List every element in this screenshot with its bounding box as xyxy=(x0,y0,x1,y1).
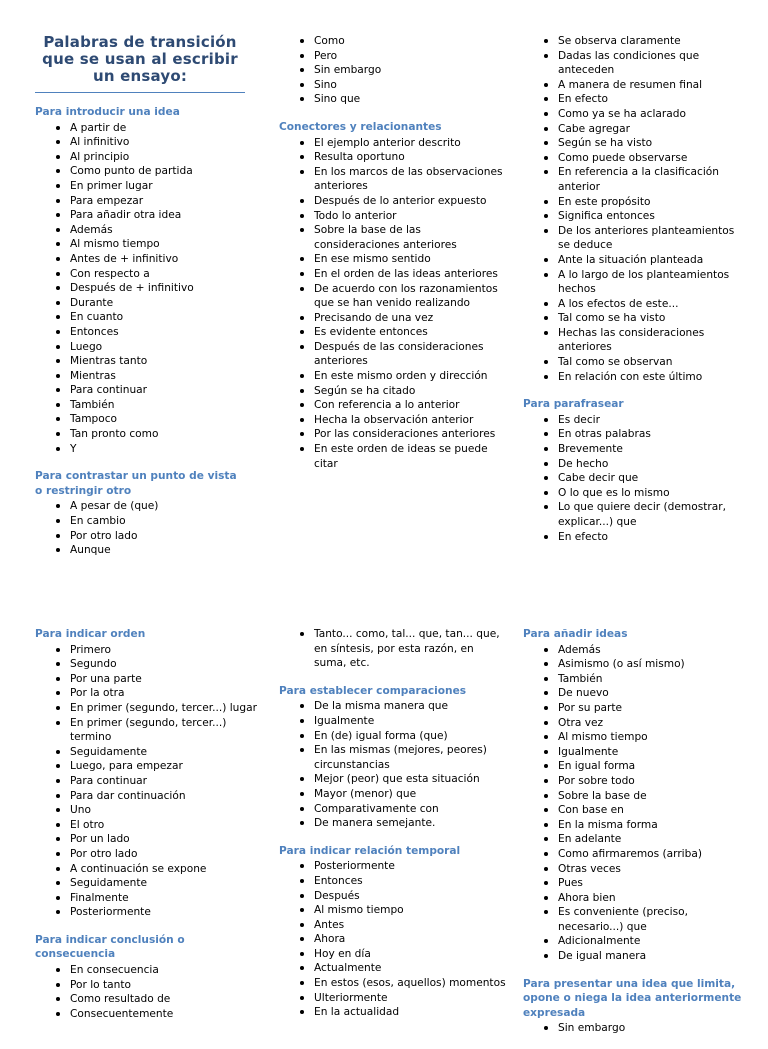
list-item: En primer lugar xyxy=(35,179,245,194)
column-top-middle xyxy=(279,34,509,484)
section-heading: Para indicar conclusión o consecuencia xyxy=(35,933,185,961)
list-item: Sino que xyxy=(279,92,509,107)
section xyxy=(279,844,509,1020)
list-item: Como afirmaremos (arriba) xyxy=(523,847,753,862)
list-item: Todo lo anterior xyxy=(279,209,509,224)
list-item: En la actualidad xyxy=(279,1005,509,1020)
list-item: Segundo xyxy=(35,657,265,672)
list-item: También xyxy=(35,398,245,413)
list-item: Seguidamente xyxy=(35,876,265,891)
list-item: Para continuar xyxy=(35,774,265,789)
list-item: Aunque xyxy=(35,543,245,558)
section-heading: Para indicar relación temporal xyxy=(279,844,461,857)
list-item: Mayor (menor) que xyxy=(279,787,509,802)
list-item: Al infinitivo xyxy=(35,135,245,150)
list-item: Precisando de una vez xyxy=(279,311,509,326)
section xyxy=(279,627,509,671)
page-title: Palabras de transición que se usan al escribir un ensayo: xyxy=(35,34,245,93)
list-item: Tan pronto como xyxy=(35,427,245,442)
list-item: Y xyxy=(35,442,245,457)
list-item: Ante la situación planteada xyxy=(523,253,738,268)
list-item: En consecuencia xyxy=(35,963,265,978)
list-item: Tal como se observan xyxy=(523,355,738,370)
list-item: Posteriormente xyxy=(279,859,509,874)
bullet-list xyxy=(35,643,265,920)
list-item: A continuación se expone xyxy=(35,862,265,877)
list-item: Sobre la base de xyxy=(523,789,753,804)
section-heading: Para establecer comparaciones xyxy=(279,684,467,697)
bullet-list xyxy=(35,121,245,457)
list-item: Mejor (peor) que esta situación xyxy=(279,772,509,787)
bullet-list xyxy=(523,643,753,964)
list-item: Para dar continuación xyxy=(35,789,265,804)
section xyxy=(35,469,245,558)
list-item: Con referencia a lo anterior xyxy=(279,398,509,413)
list-item: Hechas las consideraciones anteriores xyxy=(523,326,738,355)
list-item: Después de + infinitivo xyxy=(35,281,245,296)
section-heading: Para parafrasear xyxy=(523,398,624,411)
column-bottom-middle xyxy=(279,627,509,1033)
list-item: Luego, para empezar xyxy=(35,759,265,774)
list-item: Consecuentemente xyxy=(35,1007,265,1022)
section-heading: Conectores y relacionantes xyxy=(279,120,442,133)
list-item: Ulteriormente xyxy=(279,991,509,1006)
list-item: En igual forma xyxy=(523,759,753,774)
list-item: Como puede observarse xyxy=(523,151,738,166)
list-item: Por otro lado xyxy=(35,847,265,862)
list-item: Sobre la base de las consideraciones anteriores xyxy=(279,223,509,252)
list-item: De nuevo xyxy=(523,686,753,701)
list-item: De los anteriores planteamientos se deduce xyxy=(523,224,738,253)
list-item: De acuerdo con los razonamientos que se han venido realizando xyxy=(279,282,509,311)
bullet-list xyxy=(279,859,509,1020)
list-item: A los efectos de este... xyxy=(523,297,738,312)
list-item: Hecha la observación anterior xyxy=(279,413,509,428)
list-item: Seguidamente xyxy=(35,745,265,760)
list-item: Cabe agregar xyxy=(523,122,738,137)
list-item: Sin embargo xyxy=(523,1021,753,1036)
list-item: Por sobre todo xyxy=(523,774,753,789)
list-item: Con base en xyxy=(523,803,753,818)
list-item: Al mismo tiempo xyxy=(35,237,245,252)
list-item: A lo largo de los planteamientos hechos xyxy=(523,268,738,297)
list-item: Pero xyxy=(279,49,509,64)
list-item: Después de lo anterior expuesto xyxy=(279,194,509,209)
list-item: Actualmente xyxy=(279,961,509,976)
list-item: En los marcos de las observaciones anteriores xyxy=(279,165,509,194)
bullet-list xyxy=(523,34,738,384)
list-item: Posteriormente xyxy=(35,905,265,920)
list-item: En el orden de las ideas anteriores xyxy=(279,267,509,282)
list-item: En relación con este último xyxy=(523,370,738,385)
section-heading: Para introducir una idea xyxy=(35,106,180,118)
section-heading: Para añadir ideas xyxy=(523,628,628,640)
list-item: En efecto xyxy=(523,92,738,107)
section-heading: Para presentar una idea que limita, opone o niega la idea anteriormente expresada xyxy=(523,977,742,1019)
list-item: Luego xyxy=(35,340,245,355)
list-item: Es evidente entonces xyxy=(279,325,509,340)
list-item: Sin embargo xyxy=(279,63,509,78)
bullet-list xyxy=(35,963,265,1021)
column-top-left xyxy=(35,34,245,571)
list-item: En (de) igual forma (que) xyxy=(279,729,509,744)
list-item: El otro xyxy=(35,818,265,833)
list-item: Comparativamente con xyxy=(279,802,509,817)
list-item: Antes de + infinitivo xyxy=(35,252,245,267)
section xyxy=(35,627,265,920)
list-item: Según se ha visto xyxy=(523,136,738,151)
list-item: Ahora bien xyxy=(523,891,753,906)
list-item: En primer (segundo, tercer...) lugar xyxy=(35,701,265,716)
section xyxy=(279,34,509,107)
bullet-list xyxy=(279,34,509,107)
sections xyxy=(35,105,245,558)
list-item: Como resultado de xyxy=(35,992,265,1007)
list-item: Significa entonces xyxy=(523,209,738,224)
list-item: Brevemente xyxy=(523,442,738,457)
list-item: Primero xyxy=(35,643,265,658)
list-item: Mientras xyxy=(35,369,245,384)
list-item: Como xyxy=(279,34,509,49)
section-heading: Para indicar orden xyxy=(35,628,146,640)
list-item: Es decir xyxy=(523,413,738,428)
list-item: Entonces xyxy=(35,325,245,340)
list-item: Igualmente xyxy=(523,745,753,760)
list-item: Cabe decir que xyxy=(523,471,738,486)
list-item: Resulta oportuno xyxy=(279,150,509,165)
list-item: Hoy en día xyxy=(279,947,509,962)
list-item: Finalmente xyxy=(35,891,265,906)
list-item: Antes xyxy=(279,918,509,933)
sections xyxy=(279,34,509,471)
list-item: En las mismas (mejores, peores) circunstancias xyxy=(279,743,509,772)
section xyxy=(35,933,265,1022)
list-item: El ejemplo anterior descrito xyxy=(279,136,509,151)
list-item: Con respecto a xyxy=(35,267,245,282)
list-item: En otras palabras xyxy=(523,427,738,442)
bullet-list xyxy=(279,136,509,472)
list-item: Durante xyxy=(35,296,245,311)
section xyxy=(523,627,753,964)
section xyxy=(35,105,245,456)
list-item: En este propósito xyxy=(523,195,738,210)
list-item: En adelante xyxy=(523,832,753,847)
list-item: Entonces xyxy=(279,874,509,889)
list-item: Como punto de partida xyxy=(35,164,245,179)
list-item: Después de las consideraciones anteriores xyxy=(279,340,509,369)
list-item: Ahora xyxy=(279,932,509,947)
list-item: Para empezar xyxy=(35,194,245,209)
list-item: En este mismo orden y dirección xyxy=(279,369,509,384)
list-item: A manera de resumen final xyxy=(523,78,738,93)
list-item: De manera semejante. xyxy=(279,816,509,831)
list-item: Se observa claramente xyxy=(523,34,738,49)
column-bottom-right xyxy=(523,627,753,1049)
bullet-list xyxy=(279,627,509,671)
list-item: En cuanto xyxy=(35,310,245,325)
list-item: Al principio xyxy=(35,150,245,165)
list-item: En primer (segundo, tercer...) termino xyxy=(35,716,265,745)
list-item: Por las consideraciones anteriores xyxy=(279,427,509,442)
list-item: Al mismo tiempo xyxy=(523,730,753,745)
list-item: Tampoco xyxy=(35,412,245,427)
list-item: En este orden de ideas se puede citar xyxy=(279,442,509,471)
list-item: Por la otra xyxy=(35,686,265,701)
sections xyxy=(35,627,265,1021)
list-item: De igual manera xyxy=(523,949,753,964)
list-item: Lo que quiere decir (demostrar, explicar...) que xyxy=(523,500,738,529)
list-item: Otra vez xyxy=(523,716,753,731)
bullet-list xyxy=(35,499,245,557)
list-item: Para continuar xyxy=(35,383,245,398)
list-item: Al mismo tiempo xyxy=(279,903,509,918)
bullet-list xyxy=(279,699,509,830)
section xyxy=(523,977,753,1036)
list-item: O lo que es lo mismo xyxy=(523,486,738,501)
section-heading: Para contrastar un punto de vista o restringir otro xyxy=(35,470,237,497)
list-item: En la misma forma xyxy=(523,818,753,833)
sections xyxy=(279,627,509,1020)
list-item: Es conveniente (preciso, necesario...) que xyxy=(523,905,753,934)
list-item: Mientras tanto xyxy=(35,354,245,369)
list-item: Adicionalmente xyxy=(523,934,753,949)
list-item: En cambio xyxy=(35,514,245,529)
column-bottom-left xyxy=(35,627,265,1034)
list-item: Por una parte xyxy=(35,672,265,687)
list-item: También xyxy=(523,672,753,687)
list-item: Igualmente xyxy=(279,714,509,729)
list-item: Otras veces xyxy=(523,862,753,877)
column-top-right xyxy=(523,34,738,557)
section xyxy=(523,397,738,544)
list-item: Asimismo (o así mismo) xyxy=(523,657,753,672)
list-item: Por otro lado xyxy=(35,529,245,544)
section xyxy=(523,34,738,384)
list-item: De hecho xyxy=(523,457,738,472)
sections xyxy=(523,34,738,544)
section xyxy=(279,120,509,471)
list-item: Después xyxy=(279,889,509,904)
sections xyxy=(523,627,753,1036)
list-item: Dadas las condiciones que anteceden xyxy=(523,49,738,78)
list-item: De la misma manera que xyxy=(279,699,509,714)
list-item: Por su parte xyxy=(523,701,753,716)
list-item: Según se ha citado xyxy=(279,384,509,399)
list-item: En referencia a la clasificación anterior xyxy=(523,165,738,194)
list-item: Por un lado xyxy=(35,832,265,847)
list-item: Por lo tanto xyxy=(35,978,265,993)
list-item: Tanto... como, tal... que, tan... que, en síntesis, por esta razón, en suma, etc. xyxy=(279,627,509,671)
list-item: En ese mismo sentido xyxy=(279,252,509,267)
list-item: Tal como se ha visto xyxy=(523,311,738,326)
list-item: Además xyxy=(523,643,753,658)
list-item: En efecto xyxy=(523,530,738,545)
list-item: Además xyxy=(35,223,245,238)
list-item: Para añadir otra idea xyxy=(35,208,245,223)
list-item: Uno xyxy=(35,803,265,818)
list-item: Sino xyxy=(279,78,509,93)
list-item: En estos (esos, aquellos) momentos xyxy=(279,976,509,991)
list-item: A pesar de (que) xyxy=(35,499,245,514)
list-item: Pues xyxy=(523,876,753,891)
list-item: A partir de xyxy=(35,121,245,136)
list-item: Como ya se ha aclarado xyxy=(523,107,738,122)
section xyxy=(279,684,509,831)
bullet-list xyxy=(523,413,738,544)
